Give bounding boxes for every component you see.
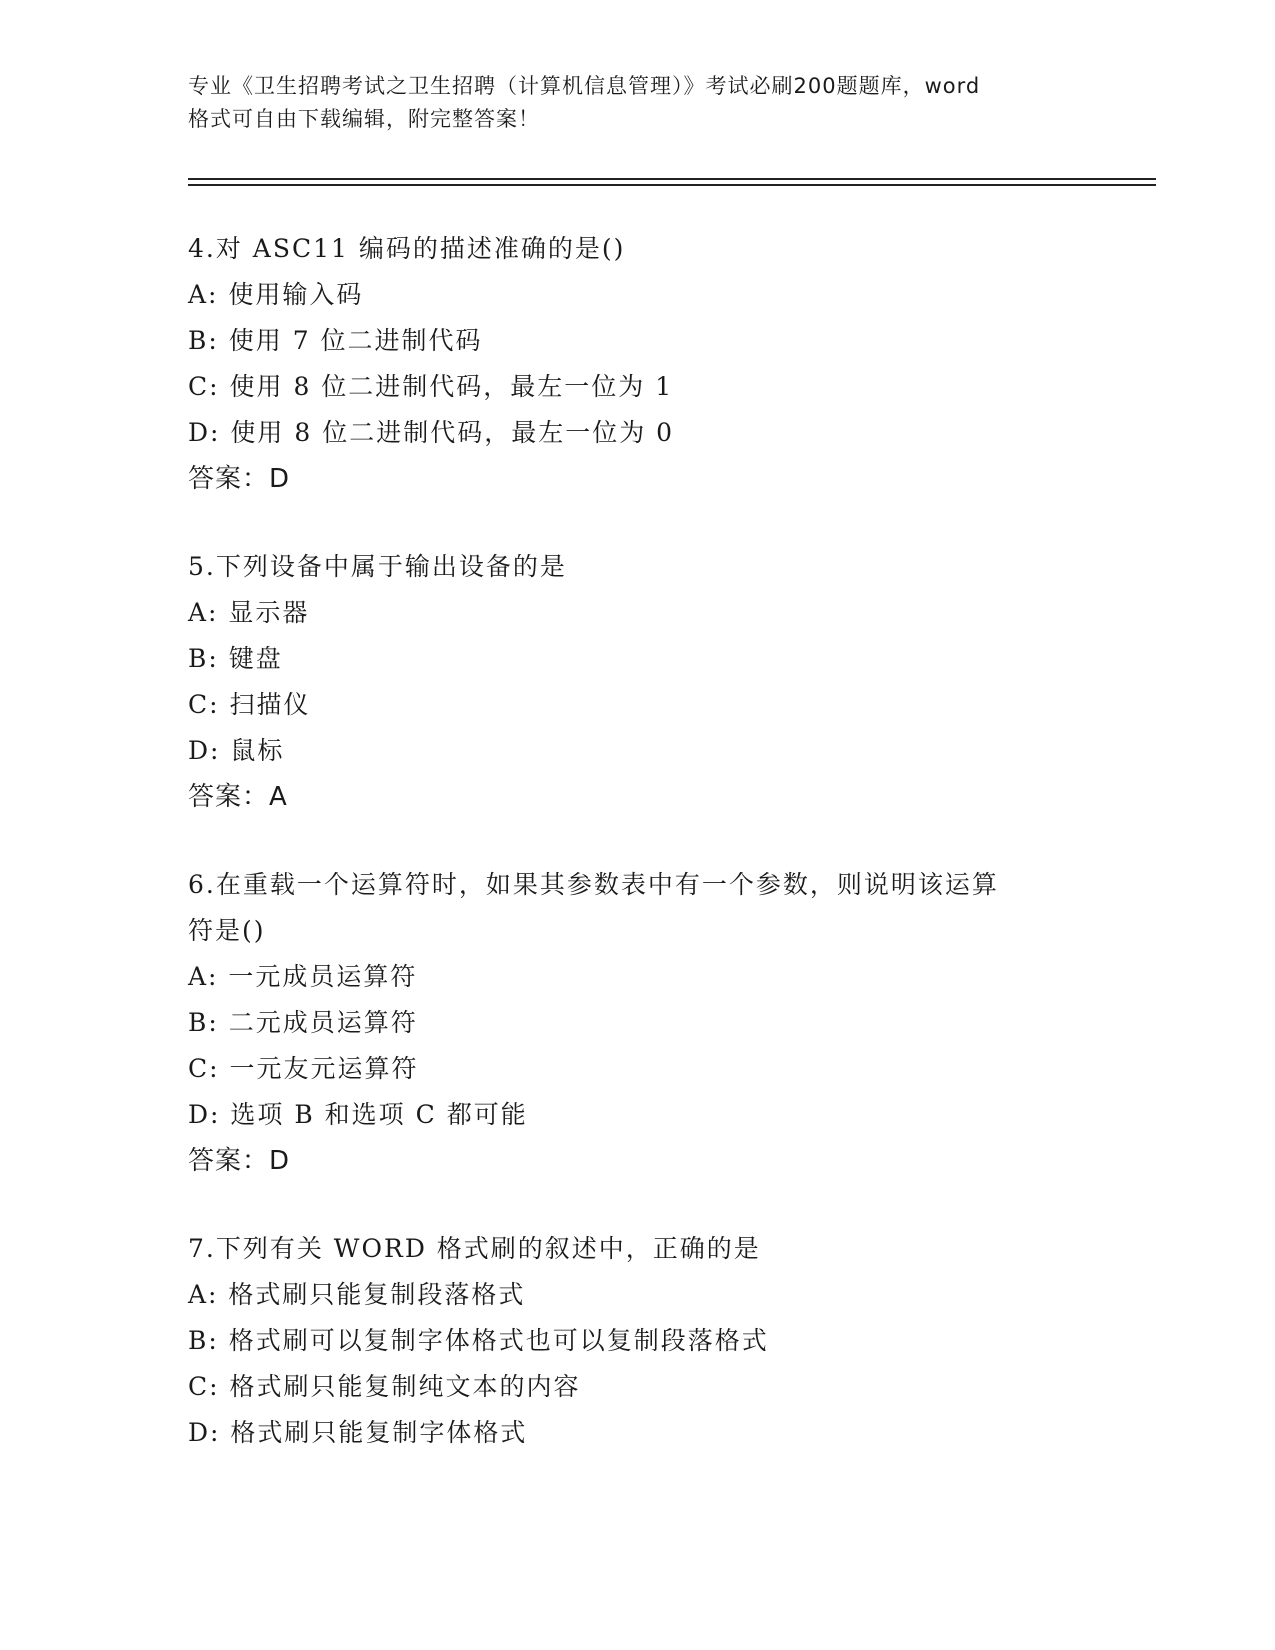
question-5 <box>188 544 1088 820</box>
header-divider-top <box>188 178 1156 180</box>
question-stem: 5.下列设备中属于输出设备的是 <box>188 552 567 581</box>
option-a: A: 使用输入码 <box>188 280 364 309</box>
answer-label: 答案：A <box>188 782 288 812</box>
answer-label: 答案：D <box>188 464 291 494</box>
option-c: C: 扫描仪 <box>188 690 311 719</box>
answer-label: 答案：D <box>188 1146 291 1176</box>
option-a: A: 一元成员运算符 <box>188 962 418 991</box>
option-d: D: 使用 8 位二进制代码，最左一位为 0 <box>188 418 675 447</box>
question-7 <box>188 1226 1088 1456</box>
question-stem: 7.下列有关 WORD 格式刷的叙述中，正确的是 <box>188 1234 761 1263</box>
option-a: A: 显示器 <box>188 598 310 627</box>
header-line-1: 专业《卫生招聘考试之卫生招聘（计算机信息管理）》考试必刷200题题库，word <box>188 74 981 98</box>
option-d: D: 鼠标 <box>188 736 285 765</box>
option-a: A: 格式刷只能复制段落格式 <box>188 1280 526 1309</box>
question-stem-line-1: 6.在重载一个运算符时，如果其参数表中有一个参数，则说明该运算 <box>188 870 999 899</box>
question-6 <box>188 862 1088 1184</box>
option-c: C: 一元友元运算符 <box>188 1054 419 1083</box>
option-d: D: 格式刷只能复制字体格式 <box>188 1418 528 1447</box>
header-line-2: 格式可自由下载编辑，附完整答案！ <box>188 107 540 131</box>
option-c: C: 使用 8 位二进制代码，最左一位为 1 <box>188 372 674 401</box>
question-4 <box>188 226 1088 502</box>
option-c: C: 格式刷只能复制纯文本的内容 <box>188 1372 581 1401</box>
option-b: B: 格式刷可以复制字体格式也可以复制段落格式 <box>188 1326 769 1355</box>
option-b: B: 二元成员运算符 <box>188 1008 418 1037</box>
option-b: B: 键盘 <box>188 644 283 673</box>
document-header <box>188 70 1088 136</box>
header-divider-bottom <box>188 184 1156 186</box>
option-d: D: 选项 B 和选项 C 都可能 <box>188 1100 528 1129</box>
option-b: B: 使用 7 位二进制代码 <box>188 326 483 355</box>
question-stem: 4.对 ASC11 编码的描述准确的是() <box>188 234 626 263</box>
question-stem-line-2: 符是() <box>188 916 266 945</box>
